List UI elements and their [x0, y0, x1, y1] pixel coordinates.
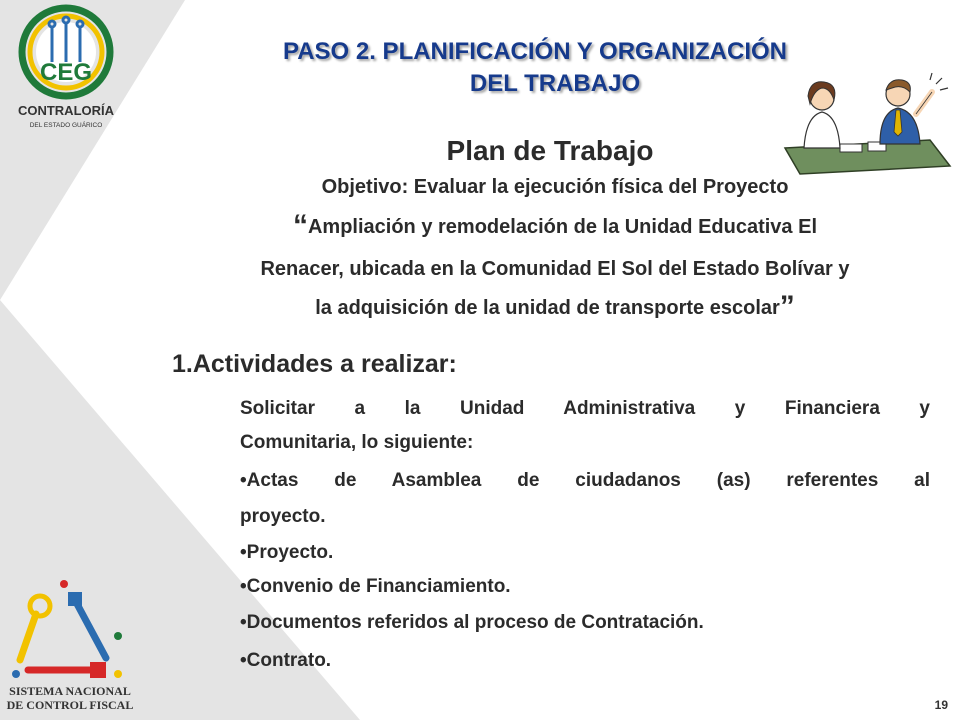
- close-quote: ”: [779, 290, 795, 323]
- project-line-3: [160, 290, 950, 323]
- svg-text:CONTRALORÍA: CONTRALORÍA: [17, 103, 115, 118]
- plan-heading: Plan de Trabajo: [446, 135, 654, 166]
- project-line-1: [160, 209, 950, 242]
- slide-title-line2: DEL TRABAJO: [469, 70, 641, 97]
- open-quote: “: [292, 209, 308, 242]
- project-text-1: Ampliación y remodelación de la Unidad Educativa El: [307, 216, 818, 238]
- project-text-3: la adquisición de la unidad de transporte escolar: [315, 297, 780, 319]
- keys-triangle-icon: [12, 580, 122, 678]
- svg-text:DE CONTROL FISCAL: DE CONTROL FISCAL: [6, 698, 134, 712]
- intro-line-1: Solicitar a la Unidad Administrativa y Financiera y: [240, 398, 930, 419]
- list-item: •Actas de Asamblea de ciudadanos (as) referentes al: [240, 470, 930, 491]
- list-item-continuation: proyecto.: [240, 506, 326, 527]
- office-meeting-illustration: [780, 70, 955, 180]
- activities-heading: 1.Actividades a realizar:: [172, 350, 457, 378]
- intro-line-2: Comunitaria, lo siguiente:: [240, 432, 474, 453]
- list-item: •Documentos referidos al proceso de Contratación.: [240, 612, 704, 633]
- contraloria-logo: [8, 4, 126, 136]
- project-line-2: Renacer, ubicada en la Comunidad El Sol del Estado Bolívar y: [260, 258, 850, 280]
- objective-text: Objetivo: Evaluar la ejecución física del Proyecto: [321, 176, 789, 198]
- page-number: 19: [934, 698, 948, 712]
- slide-title-line1: PASO 2. PLANIFICACIÓN Y ORGANIZACIÓN: [282, 38, 788, 65]
- svg-text:SISTEMA NACIONAL: SISTEMA NACIONAL: [9, 684, 131, 698]
- list-item: •Proyecto.: [240, 542, 334, 563]
- svg-text:CEG: CEG: [39, 59, 93, 86]
- list-item: •Contrato.: [240, 650, 332, 671]
- svg-text:DEL ESTADO GUÁRICO: DEL ESTADO GUÁRICO: [29, 122, 103, 129]
- list-item: •Convenio de Financiamiento.: [240, 576, 511, 597]
- control-fiscal-logo: [6, 574, 134, 714]
